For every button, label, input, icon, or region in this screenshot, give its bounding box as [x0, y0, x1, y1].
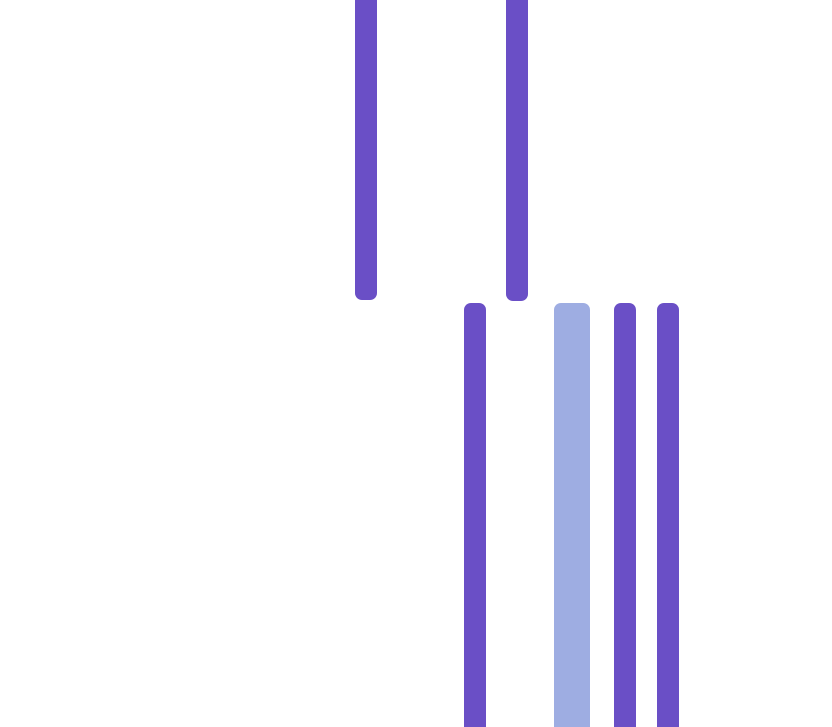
vertical-bar-bottom-3 [614, 303, 636, 727]
vertical-bar-top-1 [355, 0, 377, 300]
vertical-bar-bottom-1 [464, 303, 486, 727]
vertical-bar-bottom-4 [657, 303, 679, 727]
vertical-bar-bottom-2-highlighted [554, 303, 590, 727]
vertical-bar-top-2 [506, 0, 528, 301]
